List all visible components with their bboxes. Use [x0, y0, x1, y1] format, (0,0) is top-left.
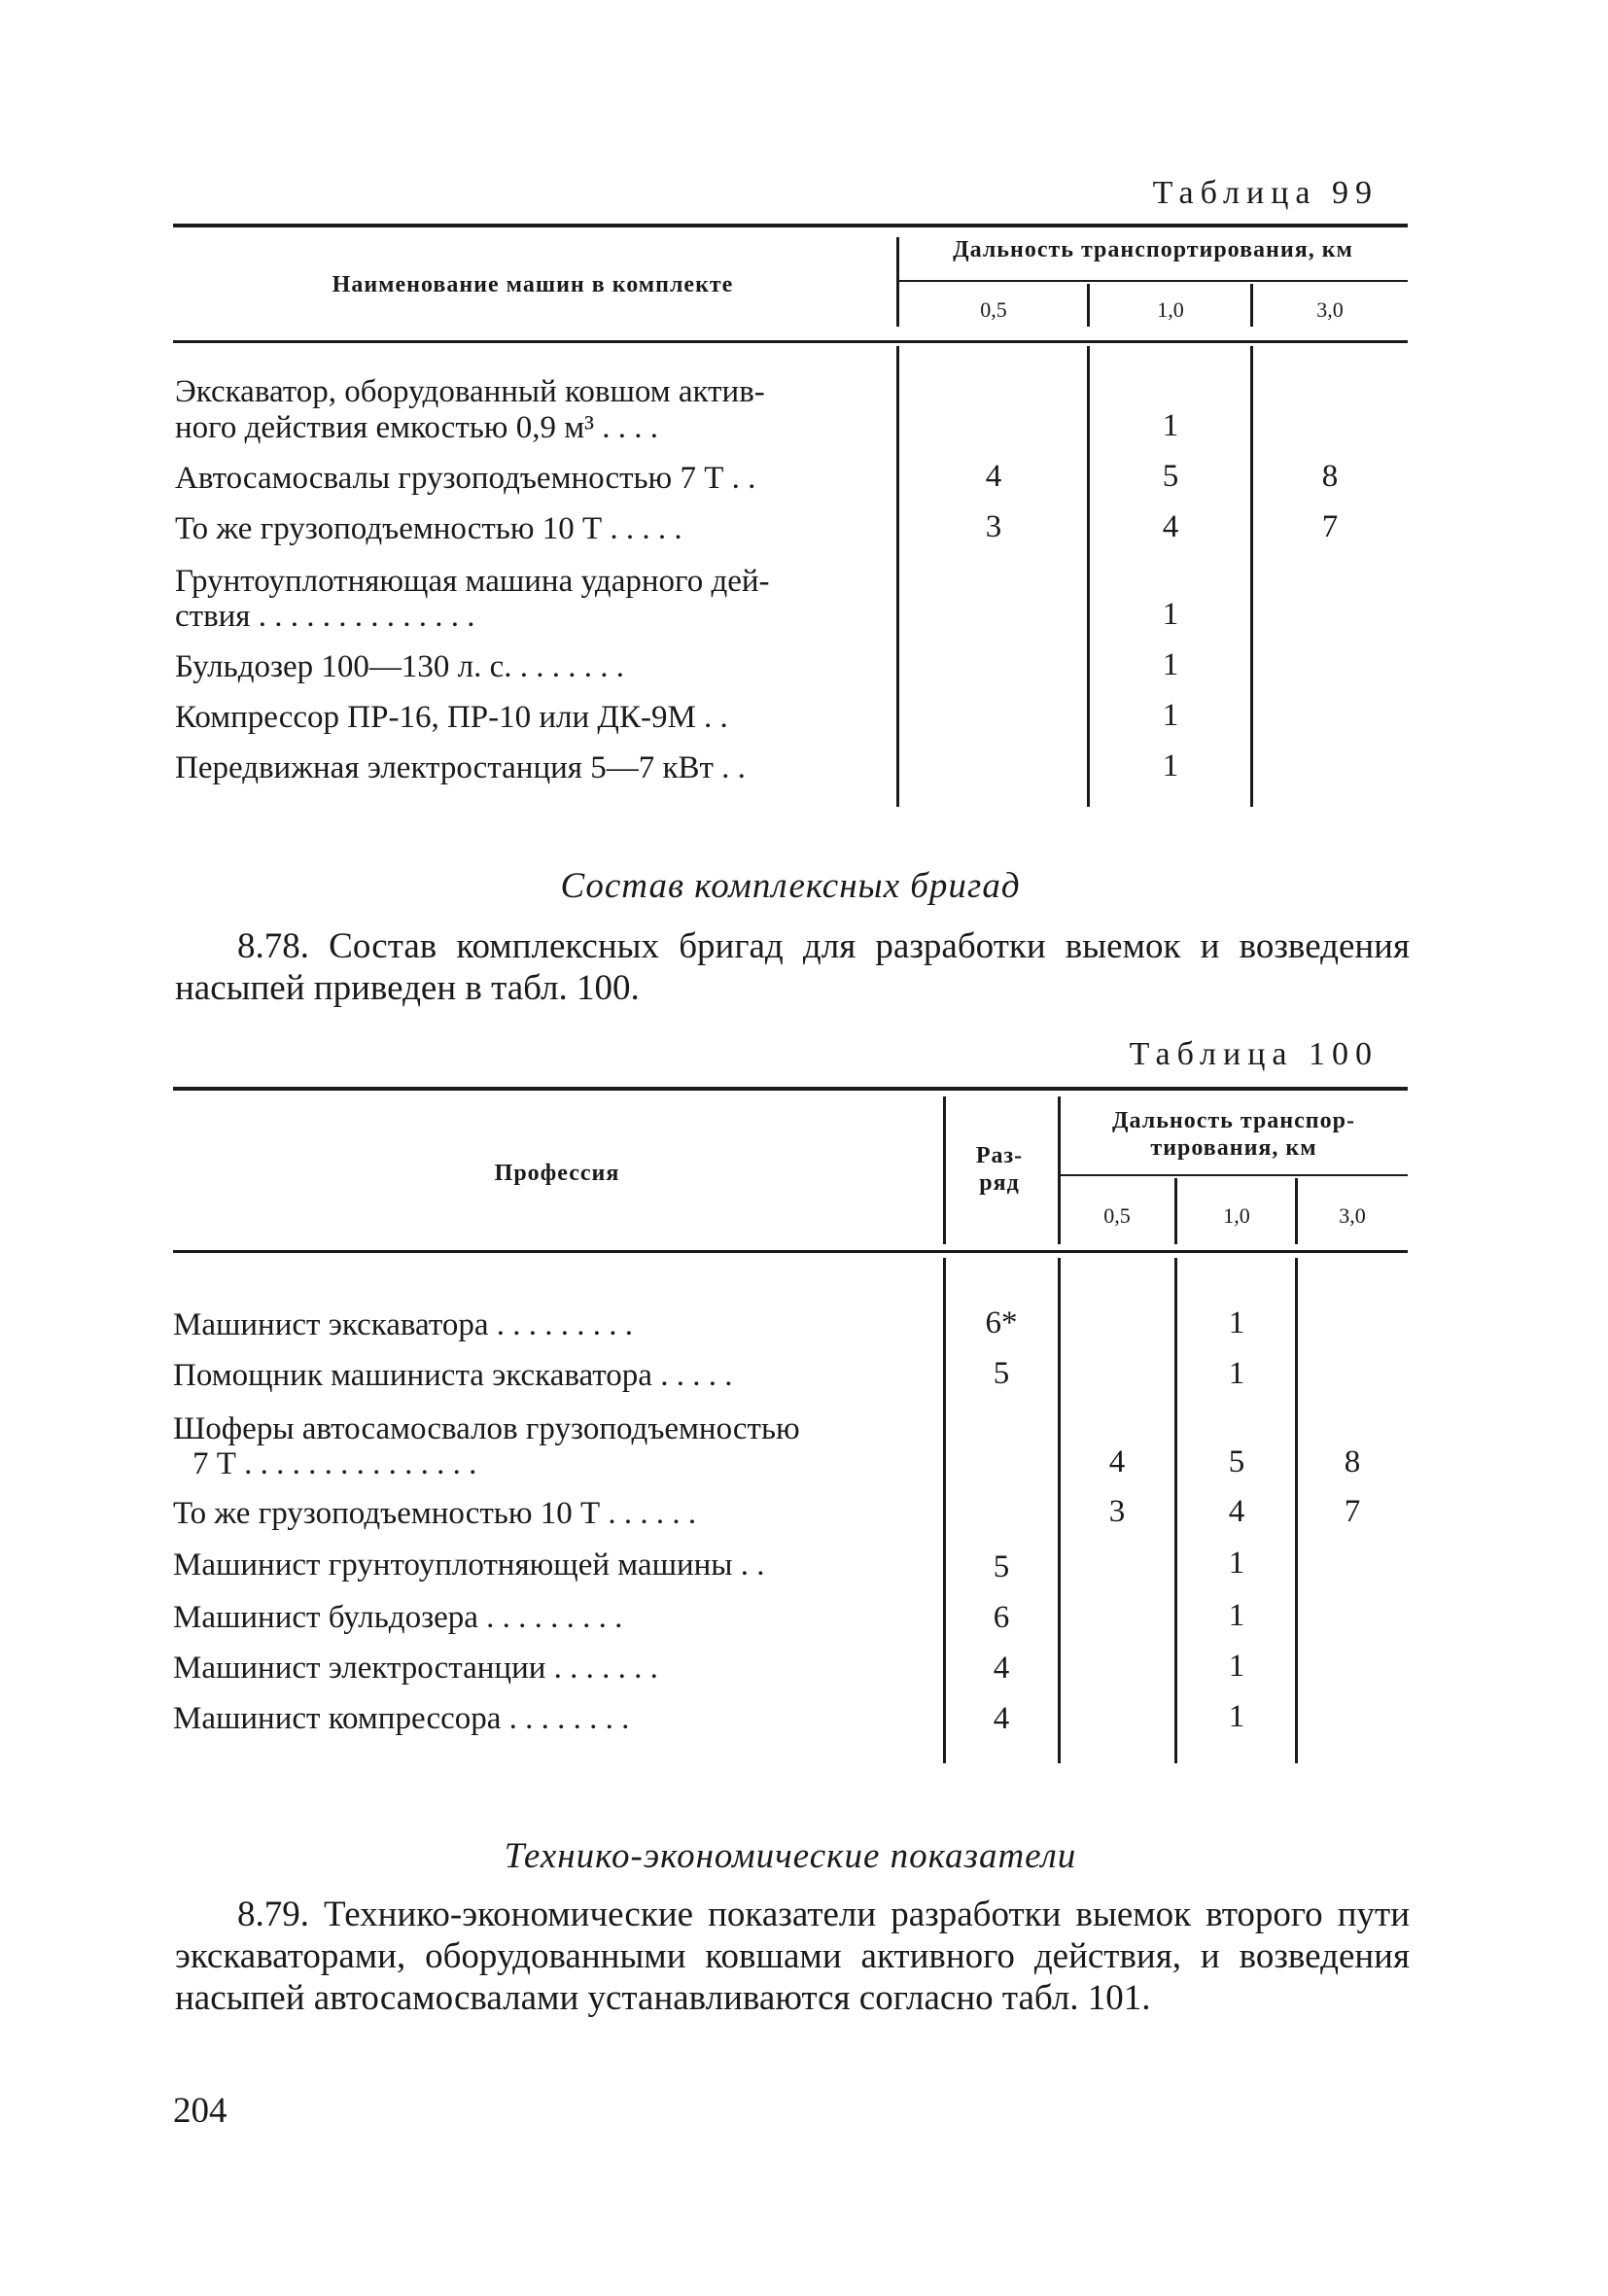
paragraph-8-79: 8.79. Технико-экономические показатели разработки выемок второго пути экскаваторами, оборудованными ковшами активного действия, и возведения насыпей автосамосвалами устанавливаются согласно табл. 101. — [175, 1895, 1410, 2018]
table100-dist-3-0: 3,0 — [1339, 1203, 1366, 1228]
table99-row-label: Автосамосвалы грузоподъемностью 7 Т . . — [175, 461, 756, 496]
table99-top-rule — [173, 224, 1408, 227]
table99-row-label-cont: ствия . . . . . . . . . . . . . . — [175, 599, 475, 634]
table100-grade-cell: 4 — [993, 1651, 1010, 1686]
table100-cell-1-0: 4 — [1228, 1494, 1245, 1529]
table100-cell-1-0: 1 — [1228, 1649, 1245, 1684]
table100-vline-header-3 — [1174, 1178, 1177, 1244]
table100-grade-cell: 6 — [993, 1600, 1010, 1635]
table100-cell-1-0: 1 — [1228, 1598, 1245, 1633]
table100-grade-cell: 5 — [993, 1356, 1010, 1391]
table100-grade-cell: 4 — [993, 1701, 1010, 1736]
table100-row-label: Машинист экскаватора . . . . . . . . . — [173, 1307, 633, 1342]
table100-header-rule — [173, 1250, 1408, 1253]
table99-cell-1-0: 1 — [1162, 408, 1179, 443]
table99-row-label: Компрессор ПР-16, ПР-10 или ДК-9М . . — [175, 700, 728, 735]
table100-cell-1-0: 5 — [1228, 1444, 1245, 1479]
table100-vline-header-4 — [1295, 1178, 1298, 1244]
table100-cell-1-0: 1 — [1228, 1699, 1245, 1734]
table100-distance-header-l2: тирования, км — [1150, 1135, 1317, 1161]
table99-name-header: Наименование машин в комплекте — [332, 272, 734, 297]
table99-dist-1-0: 1,0 — [1157, 297, 1184, 322]
table100-row-label-cont: 7 Т . . . . . . . . . . . . . . . — [192, 1446, 477, 1481]
table100-row-label: Машинист бульдозера . . . . . . . . . — [173, 1600, 623, 1635]
table99-row-label: Передвижная электростанция 5—7 кВт . . — [175, 750, 746, 785]
table100-distance-header-l1: Дальность транспор- — [1112, 1108, 1355, 1133]
table100-row-label: Помощник машиниста экскаватора . . . . . — [173, 1358, 733, 1393]
table99-distance-subrule — [898, 280, 1408, 282]
table100-dist-1-0: 1,0 — [1223, 1203, 1250, 1228]
table100-cell-1-0: 1 — [1228, 1546, 1245, 1581]
table100-grade-cell: 5 — [993, 1549, 1010, 1584]
table100-profession-header: Профессия — [494, 1161, 620, 1186]
table100-cell-3-0: 8 — [1344, 1444, 1361, 1479]
table99-dist-3-0: 3,0 — [1316, 297, 1344, 322]
table99-distance-header: Дальность транспортирования, км — [953, 237, 1353, 262]
page-number: 204 — [173, 2091, 227, 2131]
table99-cell-1-0: 1 — [1162, 647, 1179, 682]
table99-cell-3-0: 7 — [1321, 509, 1339, 544]
table100-vline-header-2 — [1058, 1096, 1061, 1244]
table99-cell-3-0: 8 — [1321, 459, 1339, 494]
table100-row-label: Шоферы автосамосвалов грузоподъемностью — [173, 1411, 800, 1446]
table100-row-label: То же грузоподъемностью 10 Т . . . . . . — [173, 1496, 697, 1531]
table100-dist-0-5: 0,5 — [1103, 1203, 1131, 1228]
table100-cell-0-5: 3 — [1108, 1494, 1126, 1529]
table100-cell-3-0: 7 — [1344, 1494, 1361, 1529]
table99-row-label: Бульдозер 100—130 л. с. . . . . . . . — [175, 649, 625, 684]
table100-caption: Таблица 100 — [1129, 1036, 1379, 1072]
table100-cell-1-0: 1 — [1228, 1305, 1245, 1340]
table99-row-label: Экскаватор, оборудованный ковшом актив- — [175, 374, 765, 409]
table99-header-rule — [173, 340, 1408, 343]
table100-row-label: Машинист грунтоуплотняющей машины . . — [173, 1548, 765, 1583]
table100-top-rule — [173, 1087, 1408, 1091]
table99-cell-0-5: 3 — [985, 509, 1002, 544]
table100-grade-cell: 6* — [985, 1305, 1018, 1340]
table99-cell-1-0: 1 — [1162, 597, 1179, 632]
section-heading-brigades: Состав комплексных бригад — [560, 866, 1021, 906]
table100-row-label: Машинист электростанции . . . . . . . — [173, 1651, 658, 1686]
table99-dist-0-5: 0,5 — [980, 297, 1007, 322]
table99-cell-1-0: 1 — [1162, 698, 1179, 733]
table99-row-label: То же грузоподъемностью 10 Т . . . . . — [175, 511, 682, 546]
table99-cell-1-0: 5 — [1162, 459, 1179, 494]
table100-distance-subrule — [1060, 1174, 1408, 1176]
table100-cell-1-0: 1 — [1228, 1356, 1245, 1391]
section-heading-indicators: Технико-экономические показатели — [504, 1836, 1077, 1876]
table99-cell-1-0: 4 — [1162, 509, 1179, 544]
table99-vline-header-3 — [1250, 284, 1253, 327]
table100-grade-header-l1: Раз- — [975, 1143, 1024, 1168]
table99-cell-1-0: 1 — [1162, 748, 1179, 783]
table99-vline-header-1 — [896, 237, 899, 327]
table99-vline-body-1 — [896, 346, 899, 807]
table99-cell-0-5: 4 — [985, 459, 1002, 494]
table99-vline-header-2 — [1087, 284, 1090, 327]
table99-row-label: Грунтоуплотняющая машина ударного дей- — [175, 564, 770, 599]
paragraph-8-78: 8.78. Состав комплексных бригад для разработки выемок и возведения насыпей приведен в табл. 100. — [175, 926, 1410, 1008]
table100-vline-header-1 — [943, 1096, 946, 1244]
table99-caption: Таблица 99 — [1152, 175, 1379, 211]
table99-row-label-cont: ного действия емкостью 0,9 м³ . . . . — [175, 410, 658, 445]
table100-cell-0-5: 4 — [1108, 1444, 1126, 1479]
table100-row-label: Машинист компрессора . . . . . . . . — [173, 1701, 630, 1736]
table100-grade-header-l2: ряд — [979, 1170, 1020, 1196]
